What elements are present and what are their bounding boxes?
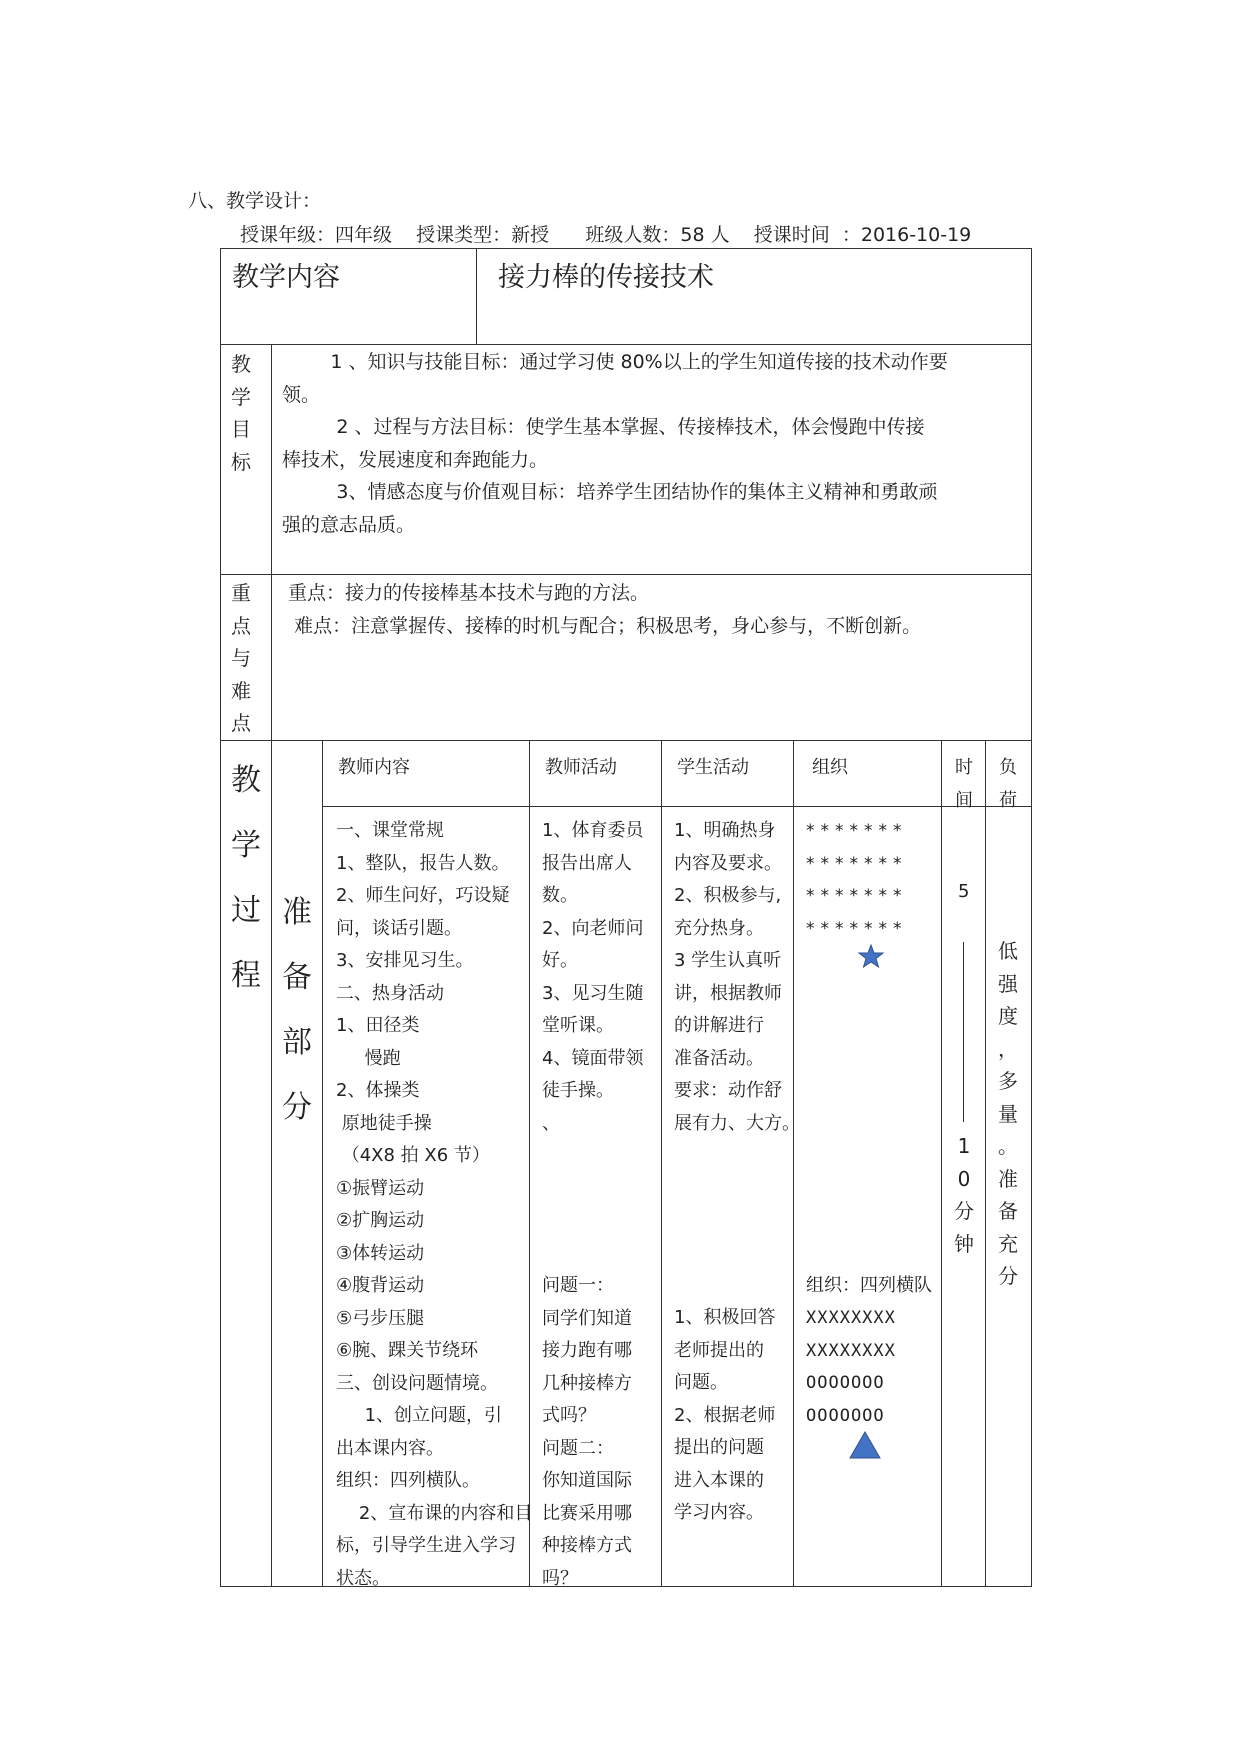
section-label: 准 备 部 分 [282,895,312,1125]
header-organization: 组织 [812,757,848,778]
organization-formation: XXXXXXXX XXXXXXXX OOOOOOO OOOOOOO [806,1308,896,1426]
header-time: 时 间 [955,757,973,811]
header-student-activity: 学生活动 [677,757,749,778]
header-teacher-content: 教师内容 [338,757,410,778]
organization-stars: ******* ******* ******* ******* [806,821,908,939]
teacher-content-list: 一、课堂常规 1、整队，报告人数。 2、师生问好，巧设疑 问，谈话引题。 3、安排见习生。 二、热身活动 1、田径类 慢跑 2、体操类 原地徒手操 （4X8 拍 X6 节） ①振臂运动 ②扩胸运动 ③体转运动 ④腹背运动 ⑤弓步压腿 ⑥腕、踝关节绕环 三、创设问题情境。 1、创立问题，引 出本课内容。 组织：四列横队。 2、宣布课的内容和目 标，引导学生进入学习 状态。 [336,820,533,1589]
time-start: 5 [958,881,970,902]
time-duration: 1 0 分 钟 [954,1134,974,1256]
section-heading: 八、教学设计： [188,190,322,212]
keypoints-text: 重点：接力的传接棒基本技术与跑的方法。 难点：注意掌握传、接棒的时机与配合；积极思考，身心参与，不断创新。 [282,582,922,637]
header-teacher-activity: 教师活动 [545,757,617,778]
teacher-activity-top: 1、体育委员 报告出席人 数。 2、向老师问 好。 3、见习生随 堂听课。 4、镜面带领 徒手操。 、 [542,820,644,1134]
time-divider [963,942,964,1122]
teacher-activity-bottom: 问题一： 同学们知道 接力跑有哪 几种接棒方 式吗？ 问题二： 你知道国际 比赛采用哪 种接棒方式 吗？ [542,1275,632,1589]
objectives-label: 教 学 目 标 [231,352,251,474]
content-title: 接力棒的传接技术 [498,262,714,293]
teacher-star-icon [858,944,884,968]
header-load: 负 荷 [999,757,1017,811]
content-label: 教学内容 [232,262,340,293]
class-meta: 授课年级：四年级 授课类型：新授 班级人数：58 人 授课时间 ：2016-10-19 [240,224,972,246]
process-label: 教 学 过 程 [231,763,261,993]
student-activity-bottom: 1、积极回答 老师提出的 问题。 2、根据老师 提出的问题 进入本课的 学习内容。 [674,1307,776,1523]
student-activity-top: 1、明确热身 内容及要求。 2、积极参与, 充分热身。 3 学生认真听 讲，根据教师 的讲解进行 准备活动。 要求：动作舒 展有力、大方。 [674,820,800,1134]
organization-label: 组织：四列横队 [806,1275,932,1296]
load-text: 低 强 度 ， 多 量 。 准 备 充 分 [998,939,1018,1288]
keypoints-label: 重 点 与 难 点 [231,581,251,735]
teacher-triangle-icon [848,1430,882,1460]
objectives-text: 1 、知识与技能目标：通过学习使 80%以上的学生知道传接的技术动作要 领。 2 、过程与方法目标：使学生基本掌握、传接棒技术，体会慢跑中传接 棒技术，发展速度和奔跑能力。 3、情感态度与价值观目标：培养学生团结协作的集体主义精神和勇敢顽 强的意志品质。 [282,351,948,536]
